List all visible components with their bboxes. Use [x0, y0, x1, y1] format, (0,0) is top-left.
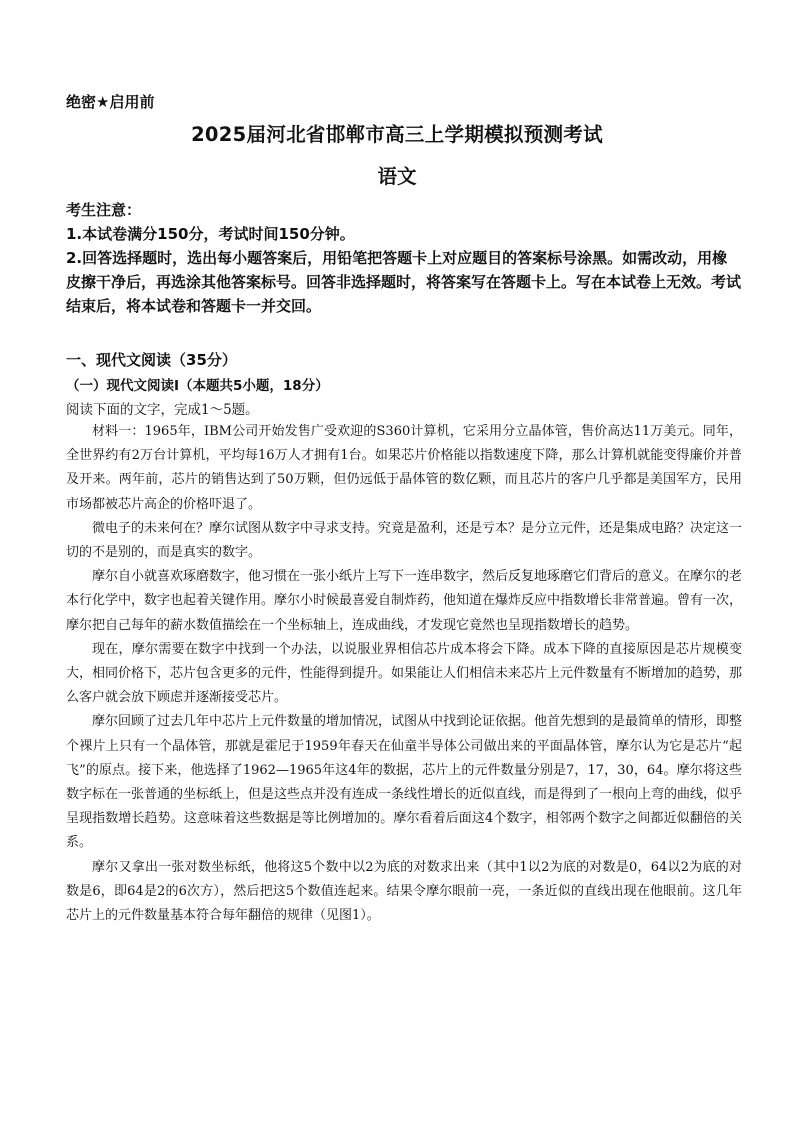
notice-heading: 考生注意： — [66, 201, 142, 219]
passage-paragraph: 材料一：1965年，IBM公司开始发售广受欢迎的S360计算机，它采用分立晶体管，售价高达11万美元。同年，全世界约有2万台计算机，平均每16万人才拥有1台。如果芯片价格能以指数速度下降，那么计算机就能变得廉价并普及开来。两年前，芯片的销售达到了50万颗，但仍远低于晶体管的数亿颗，而且芯片的客户几乎都是美国军方，民用市场都被芯片高企的价格吓退了。 — [66, 424, 742, 512]
reading-passage — [66, 420, 742, 928]
subject-title: 语文 — [377, 165, 417, 188]
section-instruction: 阅读下面的文字，完成1～5题。 — [66, 402, 259, 418]
section-subtitle: （一）现代文阅读Ⅰ（本题共5小题，18分） — [66, 378, 329, 394]
exam-notice — [66, 198, 742, 318]
exam-title: 2025届河北省邯郸市高三上学期模拟预测考试 — [191, 123, 603, 146]
passage-paragraph: 微电子的未来何在？摩尔试图从数字中寻求支持。究竟是盈利，还是亏本？是分立元件，还是集成电路？决定这一切的不是别的，而是真实的数字。 — [66, 520, 743, 561]
passage-paragraph: 摩尔又拿出一张对数坐标纸，他将这5个数中以2为底的对数求出来（其中1以2为底的对数是0，64以2为底的对数是6，即64是2的6次方），然后把这5个数值连起来。结果令摩尔眼前一亮，一条近似的直线出现在他眼前。这几年芯片上的元件数量基本符合每年翻倍的规律（见图1）。 — [66, 859, 742, 924]
passage-paragraph: 现在，摩尔需要在数字中找到一个办法，以说服业界相信芯片成本将会下降。成本下降的直接原因是芯片规模变大，相同价格下，芯片包含更多的元件，性能得到提升。如果能让人们相信未来芯片上元件数量有不断增加的趋势，那么客户就会放下顾虑并逐渐接受芯片。 — [66, 641, 743, 706]
passage-paragraph: 摩尔自小就喜欢琢磨数字，他习惯在一张小纸片上写下一连串数字，然后反复地琢磨它们背后的意义。在摩尔的老本行化学中，数字也起着关键作用。摩尔小时候最喜爱自制炸药，他知道在爆炸反应中指数增长非常普遍。曾有一次，摩尔把自己每年的薪水数值描绘在一个坐标轴上，连成曲线，才发现它竟然也呈现指数增长的趋势。 — [66, 569, 743, 633]
section-title: 一、现代文阅读（35分） — [66, 351, 237, 369]
notice-item: 1.本试卷满分150分，考试时间150分钟。 — [66, 225, 355, 243]
passage-paragraph: 摩尔回顾了过去几年中芯片上元件数量的增加情况，试图从中找到论证依据。他首先想到的是最简单的情形，即整个裸片上只有一个晶体管，那就是霍尼于1959年春天在仙童半导体公司做出来的平面晶体管，摩尔认为它是芯片“起飞”的原点。接下来，他选择了1962—1965年这4年的数据，芯片上的元件数量分别是7，17，30，64。摩尔将这些数字标在一张普通的坐标纸上，但是这些点并没有连成一条线性增长的近似直线，而是得到了一根向上弯的曲线，似乎呈现指数增长趋势。这意味着这些数据是等比例增加的。摩尔看着后面这4个数字，相邻两个数字之间都近似翻倍的关系。 — [66, 714, 743, 851]
secret-label: 绝密★启用前 — [66, 93, 155, 111]
notice-item: 2.回答选择题时，选出每小题答案后，用铅笔把答题卡上对应题目的答案标号涂黑。如需改动，用橡皮擦干净后，再选涂其他答案标号。回答非选择题时，将答案写在答题卡上。写在本试卷上无效。考试结束后，将本试卷和答题卡一并交回。 — [66, 249, 742, 315]
